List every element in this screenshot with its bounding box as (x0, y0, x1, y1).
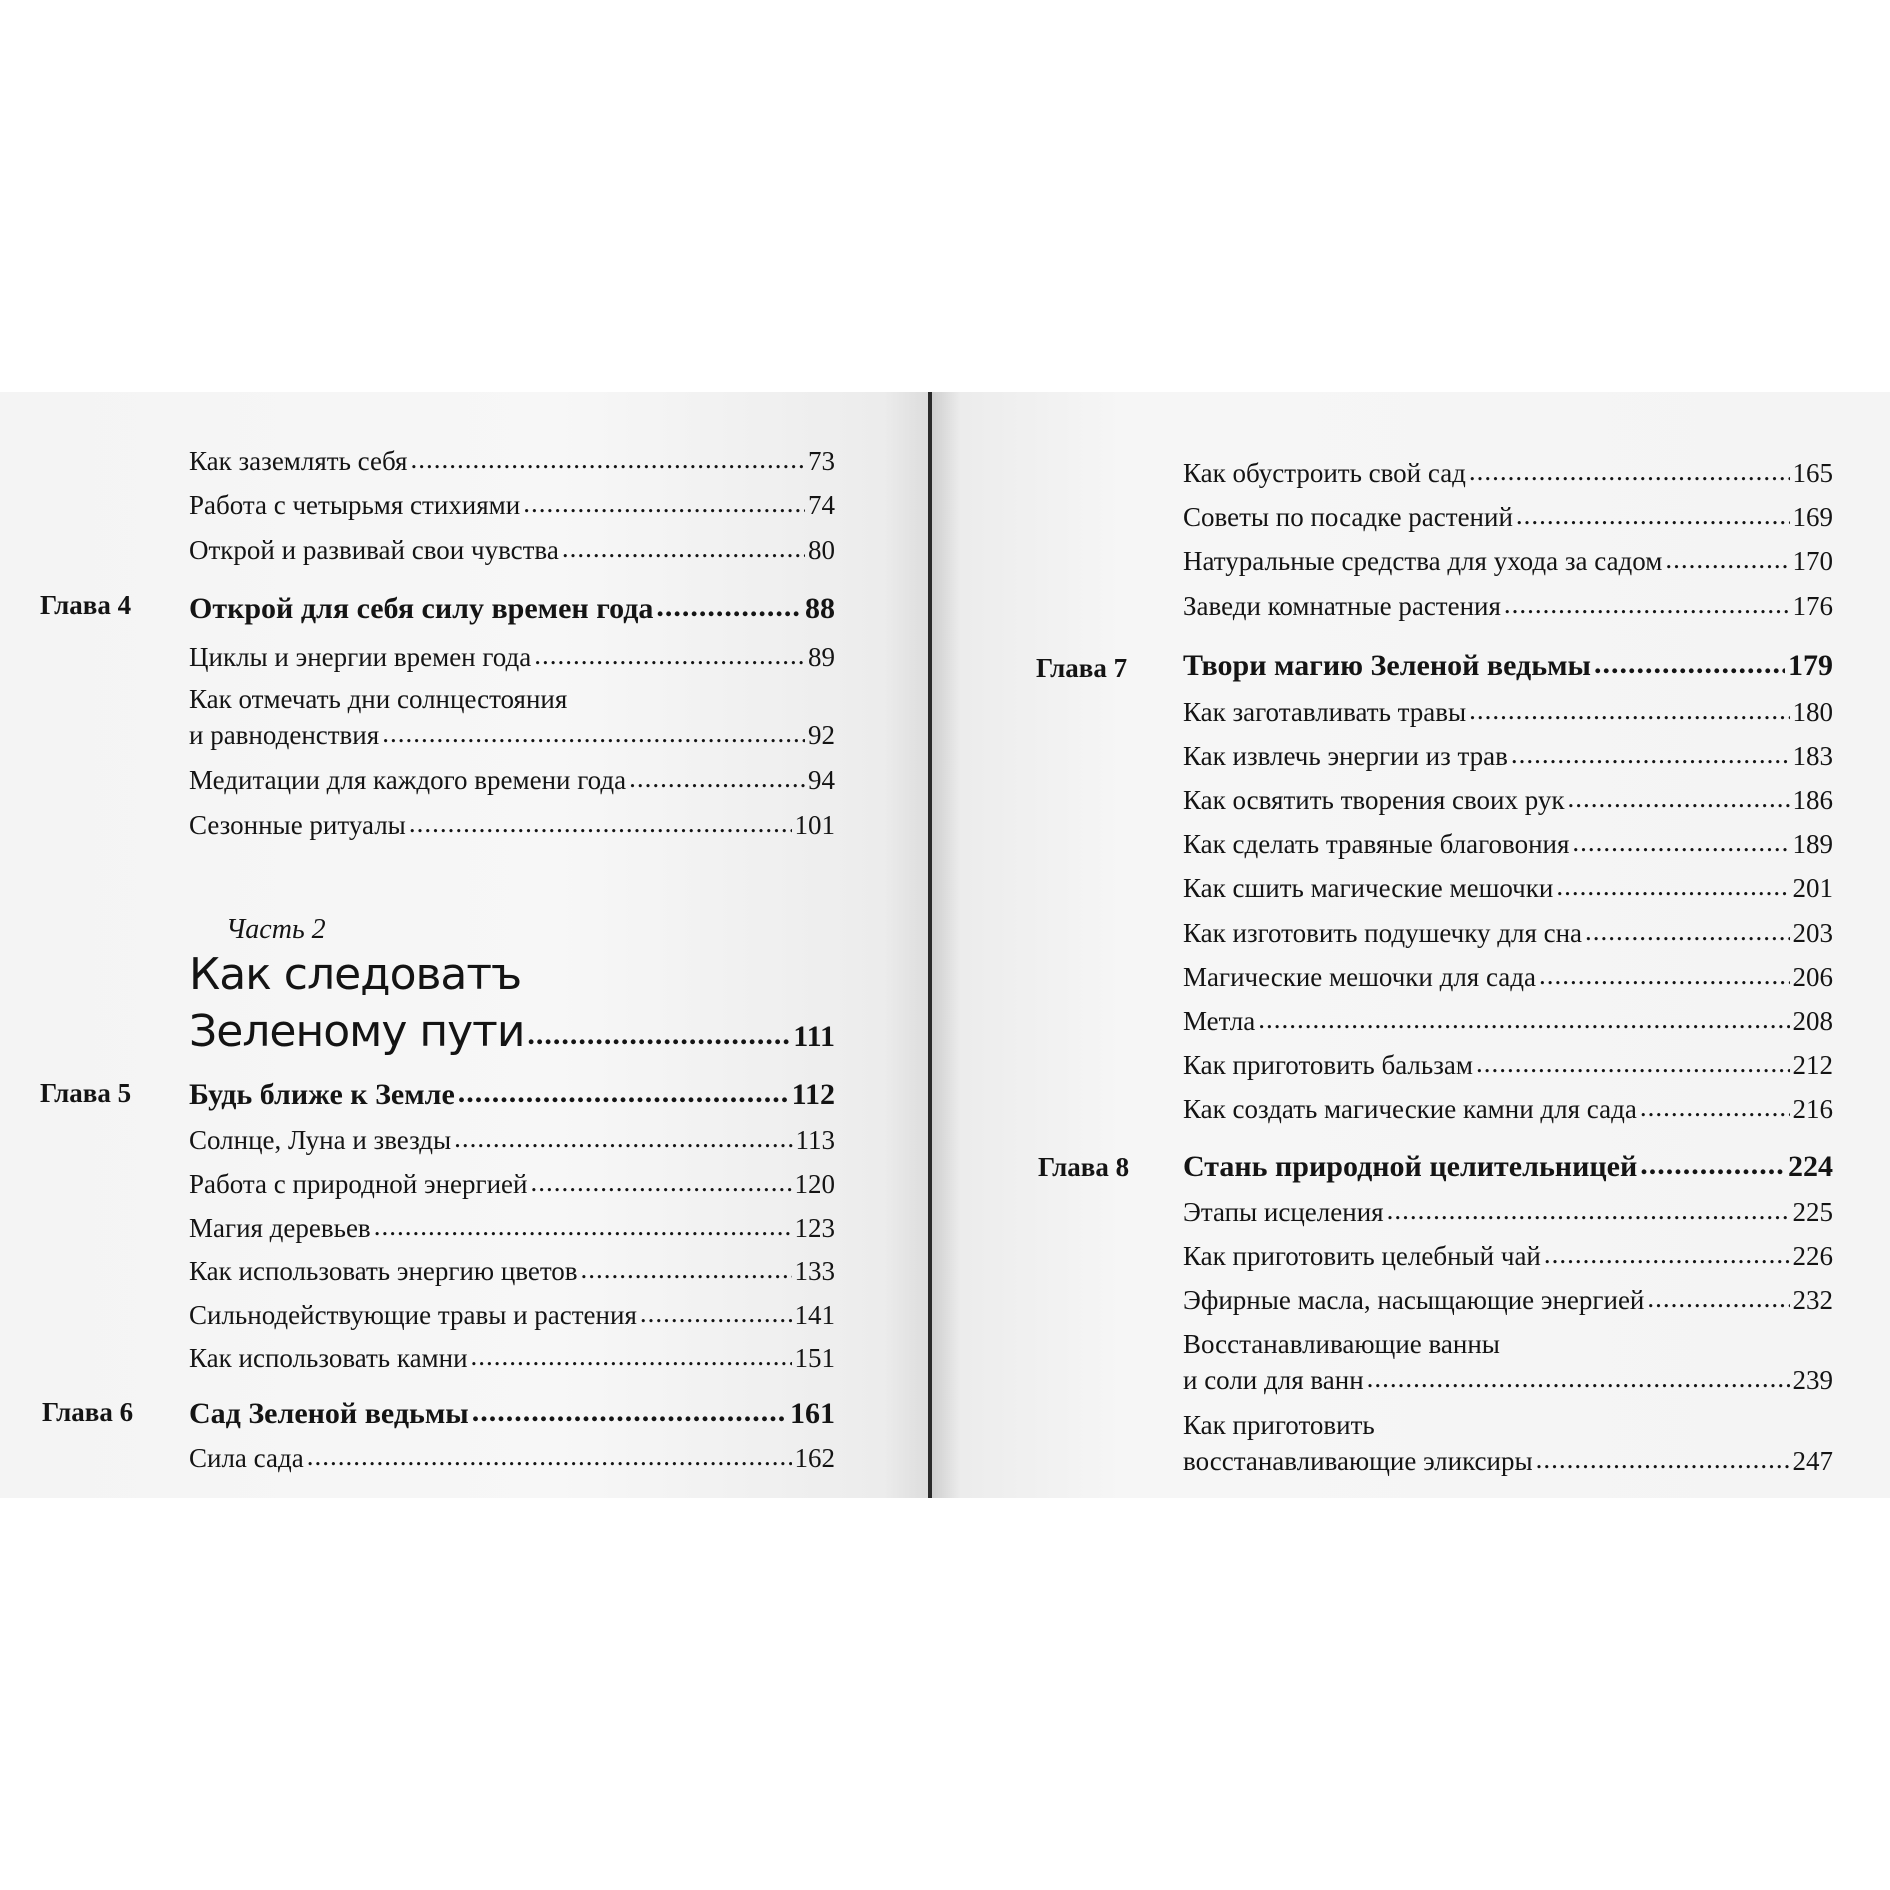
toc-entry-title: Работа с природной энергией (189, 1169, 528, 1199)
chapter-label: Глава 5 (40, 1078, 132, 1108)
dot-leader (307, 1443, 792, 1470)
toc-entry-title: Как создать магические камни для сада (1183, 1094, 1637, 1124)
toc-entry-title: Как использовать камни (189, 1343, 468, 1373)
toc-entry (1183, 964, 1833, 991)
dot-leader (1665, 546, 1789, 573)
toc-entry-title: Как сделать травяные благовония (1183, 829, 1570, 859)
toc-entry-page: 165 (1792, 458, 1833, 488)
toc-entry-page: 247 (1792, 1446, 1833, 1476)
toc-entry-page: 133 (794, 1256, 835, 1286)
dot-leader (1585, 918, 1789, 945)
toc-entry-title: Сильнодействующие травы и растения (189, 1300, 637, 1330)
toc-entry-page: 206 (1792, 962, 1833, 992)
dot-leader (1594, 649, 1785, 679)
toc-entry-page: 80 (808, 535, 835, 565)
toc-entry-title: Как заготавливать травы (1183, 697, 1467, 727)
toc-entry-page: 162 (794, 1443, 835, 1473)
chapter-page: 161 (790, 1397, 835, 1430)
toc-entry (1183, 743, 1833, 770)
dot-leader (1640, 1150, 1785, 1180)
toc-entry (189, 767, 835, 794)
toc-entry (1183, 1199, 1833, 1226)
dot-leader (410, 446, 805, 473)
dot-leader (382, 720, 805, 747)
toc-entry-title-line1: Восстанавливающие ванны (1183, 1329, 1500, 1359)
toc-entry-title: Как приготовить бальзам (1183, 1050, 1473, 1080)
toc-entry (189, 1302, 835, 1329)
dot-leader (1511, 741, 1790, 768)
toc-entry-title-line1: Как отмечать дни солнцестояния (189, 684, 568, 714)
toc-entry-page: 216 (1792, 1094, 1833, 1124)
toc-entry-page: 73 (808, 446, 835, 476)
toc-entry (1183, 699, 1833, 726)
toc-entry (189, 1215, 835, 1242)
toc-entry (1183, 548, 1833, 575)
dot-leader (374, 1213, 792, 1240)
dot-leader (640, 1300, 792, 1327)
toc-entry (189, 448, 835, 475)
toc-entry (189, 1445, 835, 1472)
dot-leader (1568, 785, 1790, 812)
toc-entry-title: Советы по посадке растений (1183, 502, 1513, 532)
dot-leader (534, 642, 805, 669)
dot-leader (629, 765, 805, 792)
dot-leader (471, 1343, 792, 1370)
toc-entry-title: Как сшить магические мешочки (1183, 873, 1554, 903)
chapter-title: Открой для себя силу времен года (189, 592, 654, 625)
toc-entry (189, 1127, 835, 1154)
toc-entry-title: Солнце, Луна и звезды (189, 1125, 452, 1155)
toc-entry-page: 170 (1792, 546, 1833, 576)
toc-entry-page: 212 (1792, 1050, 1833, 1080)
toc-entry-title: Как приготовить целебный чай (1183, 1241, 1541, 1271)
toc-entry-page: 226 (1792, 1241, 1833, 1271)
dot-leader (1476, 1050, 1790, 1077)
toc-entry-title: Циклы и энергии времен года (189, 642, 532, 672)
dot-leader (656, 592, 802, 622)
part-heading (189, 1006, 835, 1057)
toc-entry-page: 113 (795, 1125, 835, 1155)
dot-leader (1536, 1446, 1790, 1473)
toc-entry-title-line2: и соли для ванн (1183, 1365, 1364, 1395)
dot-leader (530, 1169, 791, 1196)
dot-leader (458, 1078, 789, 1108)
dot-leader (1504, 591, 1790, 618)
toc-entry-page: 120 (794, 1169, 835, 1199)
toc-entry-page: 176 (1792, 591, 1833, 621)
toc-entry (189, 537, 835, 564)
dot-leader (1572, 829, 1789, 856)
toc-entry (1183, 787, 1833, 814)
toc-entry-page: 94 (808, 765, 835, 795)
toc-entry-title-line2: восстанавливающие эликсиры (1183, 1446, 1533, 1476)
chapter-title: Сад Зеленой ведьмы (189, 1397, 469, 1430)
toc-entry-title: Как использовать энергию цветов (189, 1256, 578, 1286)
chapter-title: Твори магию Зеленой ведьмы (1183, 649, 1591, 682)
toc-entry-title: Как извлечь энергии из трав (1183, 741, 1508, 771)
chapter-heading (189, 1080, 835, 1110)
toc-entry-title: Магические мешочки для сада (1183, 962, 1536, 992)
toc-entry (189, 1171, 835, 1198)
toc-entry-title: Магия деревьев (189, 1213, 371, 1243)
toc-entry-page: 203 (1792, 918, 1833, 948)
toc-entry-title: Как освятить творения своих рук (1183, 785, 1565, 815)
toc-entry-page: 232 (1792, 1285, 1833, 1315)
toc-entry-title: Открой и развивай свои чувства (189, 535, 559, 565)
toc-entry (1183, 1096, 1833, 1123)
part-label: Часть 2 (226, 914, 326, 945)
chapter-page: 179 (1788, 649, 1833, 682)
dot-leader (1516, 502, 1790, 529)
toc-entry (1183, 1331, 1833, 1394)
chapter-page: 112 (791, 1078, 835, 1111)
toc-entry-page: 89 (808, 642, 835, 672)
dot-leader (1647, 1285, 1789, 1312)
toc-entry-title: Работа с четырьмя стихиями (189, 490, 521, 520)
chapter-page: 88 (805, 592, 835, 625)
dot-leader (562, 535, 805, 562)
dot-leader (1556, 873, 1789, 900)
dot-leader (1640, 1094, 1790, 1121)
toc-entry (189, 492, 835, 519)
chapter-heading (1183, 1152, 1833, 1182)
toc-entry-page: 239 (1792, 1365, 1833, 1395)
toc-entry (1183, 593, 1833, 620)
chapter-heading (189, 594, 835, 624)
toc-entry-page: 225 (1792, 1197, 1833, 1227)
chapter-label: Глава 8 (1038, 1152, 1130, 1182)
toc-entry-title: Сила сада (189, 1443, 304, 1473)
dot-leader (1539, 962, 1790, 989)
dot-leader (409, 810, 792, 837)
toc-entry-title: Как обустроить свой сад (1183, 458, 1466, 488)
toc-entry (1183, 1052, 1833, 1079)
chapter-label: Глава 7 (1036, 653, 1128, 683)
toc-entry (1183, 1287, 1833, 1314)
toc-entry-title: Метла (1183, 1006, 1256, 1036)
toc-entry-title: Этапы исцеления (1183, 1197, 1384, 1227)
toc-entry-page: 151 (794, 1343, 835, 1373)
toc-entry-page: 101 (794, 810, 835, 840)
dot-leader (1387, 1197, 1790, 1224)
toc-entry (189, 686, 835, 749)
toc-entry-page: 74 (808, 490, 835, 520)
chapter-label: Глава 6 (42, 1397, 134, 1427)
toc-entry-page: 141 (794, 1300, 835, 1330)
toc-entry (1183, 1243, 1833, 1270)
dot-leader (472, 1397, 787, 1427)
toc-entry-page: 180 (1792, 697, 1833, 727)
toc-entry (189, 1258, 835, 1285)
toc-entry-title: Как изготовить подушечку для сна (1183, 918, 1583, 948)
chapter-title: Будь ближе к Земле (189, 1078, 455, 1111)
chapter-label: Глава 4 (40, 590, 132, 620)
toc-entry-title-line2: и равноденствия (189, 720, 380, 750)
toc-entry-title: Натуральные средства для ухода за садом (1183, 546, 1663, 576)
dot-leader (1469, 697, 1789, 724)
toc-entry (189, 812, 835, 839)
dot-leader (1258, 1006, 1789, 1033)
dot-leader (523, 490, 805, 517)
toc-entry-page: 208 (1792, 1006, 1833, 1036)
toc-entry-title: Сезонные ритуалы (189, 810, 406, 840)
toc-entry-title: Эфирные масла, насыщающие энергией (1183, 1285, 1645, 1315)
dot-leader (581, 1256, 792, 1283)
toc-entry-title: Медитации для каждого времени года (189, 765, 627, 795)
toc-entry (189, 644, 835, 671)
book-gutter (928, 392, 932, 1498)
part-page: 111 (793, 1020, 835, 1053)
toc-entry (1183, 875, 1833, 902)
dot-leader (527, 1020, 790, 1050)
toc-entry (1183, 460, 1833, 487)
dot-leader (1544, 1241, 1790, 1268)
toc-entry (1183, 1412, 1833, 1475)
toc-entry-title: Как заземлять себя (189, 446, 408, 476)
chapter-title: Стань природной целительницей (1183, 1150, 1638, 1183)
toc-entry-page: 183 (1792, 741, 1833, 771)
toc-entry-title-line1: Как приготовить (1183, 1410, 1375, 1440)
toc-entry (1183, 504, 1833, 531)
toc-entry-page: 189 (1792, 829, 1833, 859)
toc-entry-page: 123 (794, 1213, 835, 1243)
toc-entry-page: 92 (808, 720, 835, 750)
toc-entry (1183, 1008, 1833, 1035)
chapter-heading (1183, 651, 1833, 681)
toc-entry-page: 201 (1792, 873, 1833, 903)
toc-entry (1183, 920, 1833, 947)
dot-leader (1469, 458, 1790, 485)
dot-leader (1367, 1365, 1790, 1392)
chapter-heading (189, 1399, 835, 1429)
toc-entry-page: 169 (1792, 502, 1833, 532)
part-title-line1: Как следоватъ (189, 949, 522, 1000)
toc-entry-title: Заведи комнатные растения (1183, 591, 1501, 621)
toc-entry-page: 186 (1792, 785, 1833, 815)
toc-entry (189, 1345, 835, 1372)
chapter-page: 224 (1788, 1150, 1833, 1183)
toc-entry (1183, 831, 1833, 858)
dot-leader (454, 1125, 792, 1152)
part-title-line2: Зеленому пути (189, 1006, 525, 1057)
